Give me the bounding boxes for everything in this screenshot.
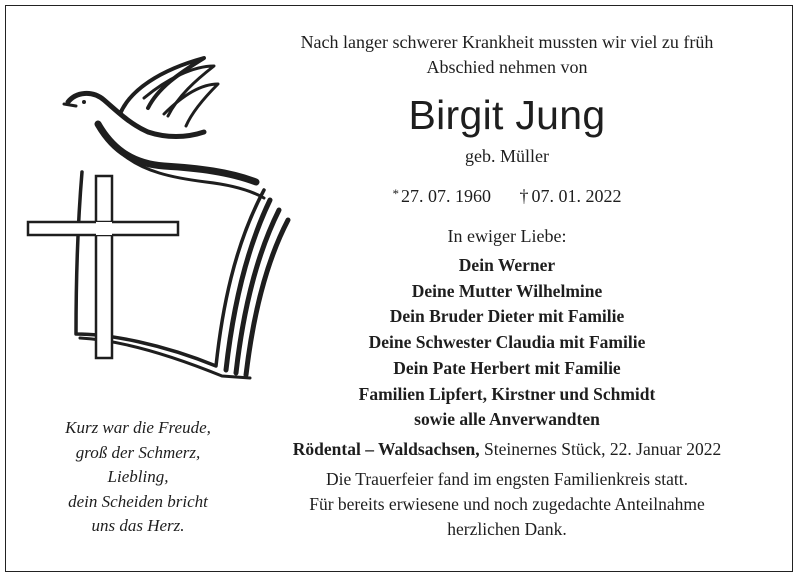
place-date-line <box>248 437 766 461</box>
death-date: 07. 01. 2022 <box>531 186 622 206</box>
memorial-poem <box>20 416 256 539</box>
mourner: Dein Werner <box>458 255 556 275</box>
funeral-notice <box>248 467 766 542</box>
notice-line: Für bereits erwiesene und noch zugedachte Anteilnahme <box>309 493 705 514</box>
intro-line: Nach langer schwerer Krankheit mussten wir viel zu früh <box>300 32 714 52</box>
mourner: Dein Pate Herbert mit Familie <box>393 357 621 378</box>
mourners-list <box>248 253 766 433</box>
obituary-text <box>248 30 766 542</box>
life-dates <box>248 182 766 208</box>
deceased-name: Birgit Jung <box>408 92 606 138</box>
place-date: Steinernes Stück, 22. Januar 2022 <box>479 438 722 459</box>
born-symbol: * <box>392 186 399 201</box>
poem-line: uns das Herz. <box>91 516 185 535</box>
notice-line: Die Trauerfeier fand im engsten Familienkreis statt. <box>325 468 689 489</box>
mourner: Dein Bruder Dieter mit Familie <box>389 306 625 327</box>
poem-line: groß der Schmerz, <box>75 442 201 462</box>
birth-date: 27. 07. 1960 <box>401 186 491 206</box>
birth-name: geb. Müller <box>465 146 549 166</box>
mourner: Familien Lipfert, Kirstner und Schmidt <box>358 383 656 404</box>
death-date-group <box>520 184 622 208</box>
mourner: Deine Schwester Claudia mit Familie <box>368 332 646 353</box>
mourner: Deine Mutter Wilhelmine <box>411 280 603 301</box>
notice-line: herzlichen Dank. <box>447 518 567 539</box>
birth-date-group <box>393 182 492 208</box>
intro-line: Abschied nehmen von <box>426 57 588 77</box>
place-name: Rödental – Waldsachsen, <box>292 438 480 459</box>
love-intro: In ewiger Liebe: <box>447 226 567 246</box>
died-symbol: † <box>519 186 529 206</box>
poem-line: Kurz war die Freude, <box>65 418 211 437</box>
mourner: sowie alle Anverwandten <box>414 409 600 430</box>
intro-text <box>248 30 766 80</box>
poem-line: dein Scheiden bricht <box>68 491 208 511</box>
poem-line: Liebling, <box>107 467 169 486</box>
